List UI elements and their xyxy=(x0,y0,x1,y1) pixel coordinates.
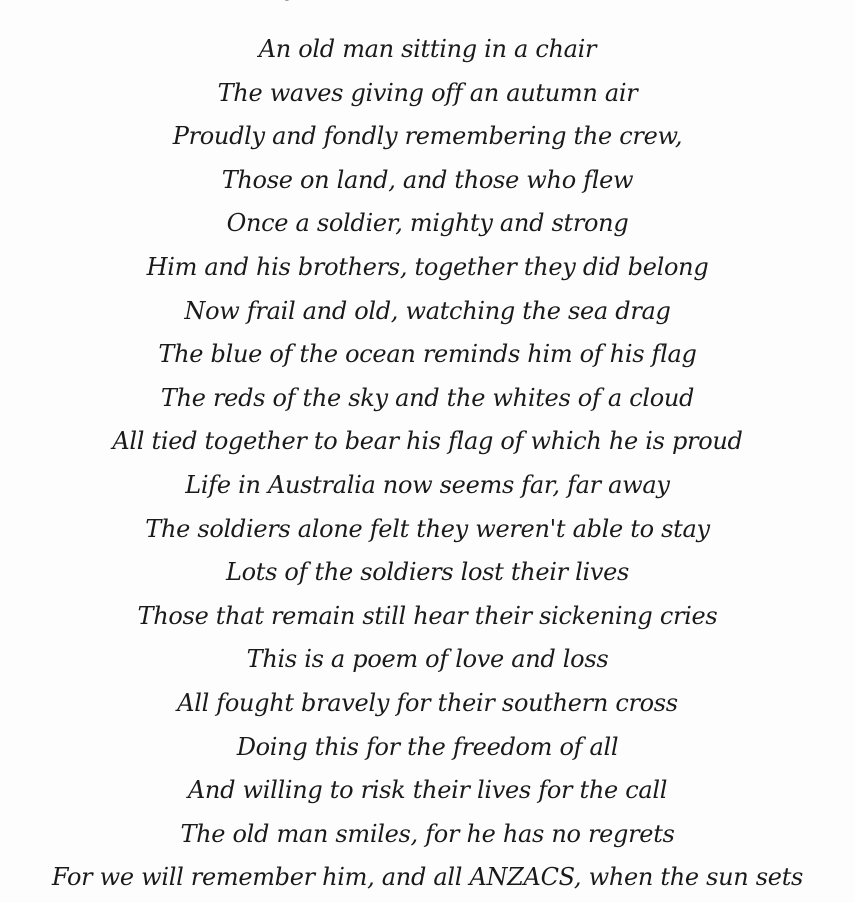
poem-line: The old man smiles, for he has no regrets xyxy=(180,819,675,848)
poem-line: For we will remember him, and all ANZACS, when the sun sets xyxy=(51,863,804,892)
poem-line: Once a soldier, mighty and strong xyxy=(226,209,629,238)
poem-line: All tied together to bear his flag of which he is proud xyxy=(112,427,743,456)
cropped-title-fragment xyxy=(278,0,398,4)
poem-line: Proudly and fondly remembering the crew, xyxy=(172,122,683,151)
poem-line: Those on land, and those who flew xyxy=(221,165,634,194)
poem-line: This is a poem of love and loss xyxy=(246,645,609,674)
poem-line: Life in Australia now seems far, far away xyxy=(185,470,670,499)
poem-line: An old man sitting in a chair xyxy=(258,35,597,63)
poem-line: All fought bravely for their southern cross xyxy=(177,688,678,717)
poem-line: Now frail and old, watching the sea drag xyxy=(184,296,671,325)
poem-line: The reds of the sky and the whites of a cloud xyxy=(160,383,695,412)
poem-line: Doing this for the freedom of all xyxy=(236,732,619,761)
poem-line: The waves giving off an autumn air xyxy=(217,78,638,107)
poem-line: Those that remain still hear their sickening cries xyxy=(137,601,718,630)
poem-line: Him and his brothers, together they did belong xyxy=(146,252,709,281)
poem xyxy=(0,28,855,900)
poem-line: Lots of the soldiers lost their lives xyxy=(225,558,630,587)
poem-line: The soldiers alone felt they weren't able to stay xyxy=(145,514,710,543)
poem-line: And willing to risk their lives for the call xyxy=(187,776,668,805)
poem-line: The blue of the ocean reminds him of his flag xyxy=(158,340,697,369)
